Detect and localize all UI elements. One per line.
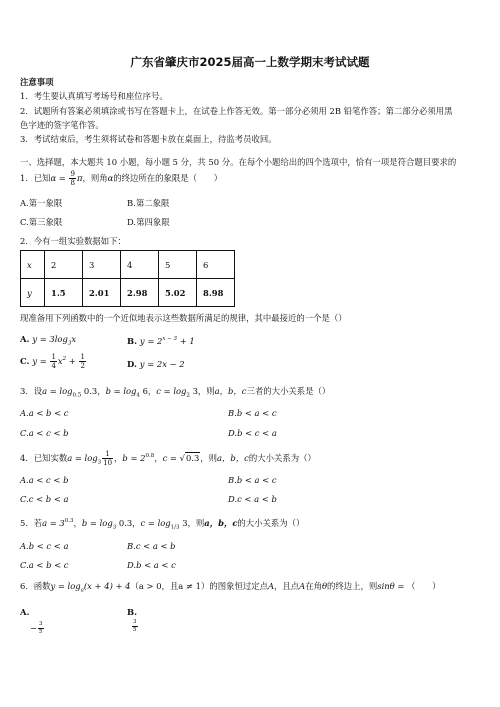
q6-text-5: = （ ） — [394, 581, 441, 591]
q1-option-a: A.第一象限 — [20, 198, 63, 208]
q6-opt-b-den: 5 — [133, 627, 137, 633]
q5-vars: a，b，c — [204, 517, 238, 528]
q3-c-val: 3 — [189, 386, 198, 396]
q2-option-a — [20, 333, 76, 350]
q2-opt-b-sup: x − 3 — [162, 336, 178, 342]
q4-c: c = — [162, 453, 180, 463]
table-row-x — [21, 251, 235, 279]
q2-option-d — [127, 358, 185, 370]
q2-opt-c-frac-1-den: 4 — [51, 362, 56, 370]
q4-c-sqrt: 0.3 — [185, 453, 200, 463]
q2-opt-a-sub: 3 — [67, 340, 72, 347]
table-cell: 5.02 — [159, 279, 197, 307]
q1-text-1: ，则角 — [82, 173, 108, 183]
q2-opt-d-math: y = 2x − 2 — [139, 359, 185, 369]
question-4: 4．已知实数$a = \log_3$ $\frac{1}{10}$ ，$b = 2^{0.8}$，c = √0.3，则a，b，c的大小关系为（） — [20, 450, 316, 467]
q2-opt-b-math: y = 2 — [139, 335, 163, 346]
q1-fraction — [69, 170, 75, 187]
q3-c: c = log — [156, 386, 187, 396]
q5-option-a: A.b < c < a — [20, 541, 69, 551]
section-heading: 一、选择题，本大题共 10 小题，每小题 5 分，共 50 分。在每个小题给出的四个选项中，恰有一项是符合题目要求的 — [20, 157, 457, 167]
q3-prefix: 3．设 — [20, 386, 43, 396]
q3-option-b: B.b < a < c — [228, 408, 277, 418]
q1-prefix: 1．已知 — [20, 173, 51, 183]
q1-text-2: 的终边所在的象限是（ ） — [113, 173, 223, 183]
q2-opt-c-frac-1 — [50, 353, 56, 370]
question-3: 3．设$a = \log_{0.5} 0.3$，$b = \log_4 6$，$c = \log_2 3$，则a，b，c三者的大小关系是（） — [20, 386, 331, 399]
q4-a-frac — [102, 450, 113, 467]
table-cell: 6 — [197, 251, 235, 279]
q4-prefix: 4．已知实数 — [20, 453, 68, 463]
q1-option-b: B.第二象限 — [127, 198, 170, 208]
q4-text-2: 的大小关系为（） — [248, 453, 316, 463]
table-cell: 2.98 — [121, 279, 159, 307]
q1-frac-num: 9 — [70, 170, 75, 178]
notes-heading: 注意事项 — [20, 77, 54, 87]
q5-c-sub: 1/3 — [170, 524, 180, 531]
notes-item-2: 2．试题所有答案必须填涂或书写在答题卡上，在试卷上作答无效。第一部分必须用 2B 铅笔作答；第二部分必须用黑 — [20, 106, 453, 116]
q1-option-d: D.第四象限 — [127, 217, 170, 227]
q5-c: c = log — [140, 517, 171, 528]
q5-option-d: D.b < a < c — [127, 560, 176, 570]
question-2-stem: 2．今有一组实验数据如下： — [20, 236, 126, 246]
table-cell-y-label: y — [21, 279, 45, 307]
notes-item-2-cont: 色字迹的签字笔作答。 — [20, 120, 104, 130]
q3-a-sub: 0.5 — [72, 392, 82, 399]
q3-b-sub: 4 — [136, 392, 140, 399]
q3-b-val: 6 — [139, 386, 148, 396]
q4-a-frac-num: 1 — [102, 450, 113, 459]
q6-text-4: 的终边上，则 — [327, 581, 378, 591]
question-1 — [20, 170, 222, 187]
q6-point-a-2: A — [299, 581, 306, 591]
q6-prefix: 6．函数 — [20, 581, 51, 591]
table-row-y — [21, 279, 235, 307]
q2-opt-c-math-1: y = — [32, 356, 50, 366]
q6-option-b — [127, 606, 139, 634]
q2-opt-c-math-3: + — [66, 356, 79, 366]
table-cell: 4 — [121, 251, 159, 279]
q5-prefix: 5．若 — [20, 517, 43, 528]
q4-a-sub: 3 — [97, 459, 102, 466]
question-6 — [20, 580, 441, 597]
q4-option-b: B.b < a < c — [228, 475, 277, 485]
q4-b: b = 2 — [122, 453, 146, 463]
q3-c-sub: 2 — [186, 392, 190, 399]
q5-b-sub: 3 — [112, 524, 117, 531]
q2-opt-a-label: A. — [20, 334, 33, 344]
q5-option-b: B.c < a < b — [127, 541, 176, 551]
q2-opt-c-frac-2-den: 2 — [80, 362, 85, 370]
table-cell: 3 — [83, 251, 121, 279]
q6-condition: （a > 0，且a ≠ 1） — [130, 581, 210, 591]
q3-vars: a，b，c — [214, 386, 247, 396]
q6-text-3: 在角 — [305, 581, 322, 591]
q5-a: a = 3 — [42, 517, 65, 528]
q3-b: b = log — [105, 386, 137, 396]
q1-eq: = — [56, 173, 69, 183]
q6-opt-a-num: 3 — [39, 621, 43, 627]
notes-item-1: 1．考生要认真填写考场号和座位序号。 — [20, 91, 168, 101]
q1-pi: π — [76, 173, 83, 183]
q6-opt-a-label: A. — [20, 607, 30, 617]
q6-opt-a-sign: − — [30, 623, 38, 633]
q6-option-a — [20, 606, 45, 636]
q6-opt-b-frac — [132, 619, 138, 634]
q1-alpha-2: α — [107, 173, 114, 183]
q2-opt-c-frac-2 — [79, 353, 85, 370]
q5-c-val: 3 — [179, 517, 188, 528]
q3-text-1: ，则 — [197, 386, 215, 396]
q1-frac-den: 8 — [70, 179, 75, 187]
table-cell: 8.98 — [197, 279, 235, 307]
q2-opt-b-end: + 1 — [177, 335, 195, 346]
q1-alpha: α — [50, 173, 57, 183]
q6-func-rest: (x + 4) + 4 — [83, 581, 131, 591]
data-table — [20, 250, 235, 307]
table-cell: 5 — [159, 251, 197, 279]
q3-a-val: 0.3 — [81, 386, 98, 396]
q4-text-1: ，则 — [200, 453, 218, 463]
q2-opt-d-label: D. — [127, 359, 140, 369]
q4-b-sup: 0.8 — [145, 453, 155, 460]
q2-opt-c-label: C. — [20, 356, 33, 366]
q4-a: a = log — [67, 453, 98, 463]
table-cell: 1.5 — [45, 279, 83, 307]
q3-text-2: 三者的大小关系是（） — [246, 386, 331, 396]
q2-option-c — [20, 353, 87, 370]
q4-option-a: A.a < c < b — [20, 475, 69, 485]
q2-opt-a-math: y = 3log — [32, 334, 68, 344]
q2-opt-a-end: x — [71, 334, 77, 344]
q2-opt-c-math-2: x — [57, 356, 63, 366]
q6-text-1: 的图象恒过定点 — [209, 581, 268, 591]
q6-theta: θ — [321, 581, 328, 591]
q3-a: a = log — [42, 386, 73, 396]
question-2-stem-2: 现准备用下列函数中的一个近似地表示这些数据所满足的规律，其中最接近的一个是（） — [20, 313, 347, 323]
q2-opt-c-frac-2-num: 1 — [80, 353, 85, 361]
q2-opt-c-sup: 2 — [62, 356, 67, 363]
q6-text-2: ，且点 — [274, 581, 300, 591]
table-cell: 2.01 — [83, 279, 121, 307]
q2-option-b — [127, 333, 195, 347]
q3-option-a: A.a < b < c — [20, 408, 69, 418]
q5-option-c: C.a < b < c — [20, 560, 69, 570]
page-title: 广东省肇庆市2025届高一上数学期末考试试题 — [130, 55, 370, 69]
q4-a-frac-den: 10 — [103, 459, 113, 467]
q4-option-d: D.c < a < b — [228, 494, 277, 504]
q6-opt-b-label: B. — [127, 607, 137, 617]
notes-item-3: 3．考试结束后，考生须将试卷和答题卡放在桌面上，待监考员收回。 — [20, 134, 277, 144]
q2-opt-c-frac-1-num: 1 — [51, 353, 56, 361]
table-cell-x-label: x — [21, 251, 45, 279]
q6-opt-b-num: 3 — [133, 619, 137, 625]
q6-opt-a-frac — [38, 621, 44, 636]
q4-vars: a，b，c — [217, 453, 249, 463]
question-5: 5．若$a = 3^{0.3}$，$b = \log_3 0.3$，$c = \log_{1/3} 3$，则a，b，c的大小关系为（） — [20, 517, 305, 531]
q3-option-c: C.a < c < b — [20, 428, 69, 438]
q5-b-val: 0.3 — [116, 517, 133, 528]
q5-b: b = log — [81, 517, 113, 528]
q4-option-c: C.c < b < a — [20, 494, 69, 504]
q6-opt-a-den: 5 — [39, 629, 43, 635]
q5-text-1: ，则 — [187, 517, 205, 528]
q3-option-d: D.b < c < a — [228, 428, 277, 438]
q2-opt-b-label: B. — [127, 335, 140, 346]
table-cell: 2 — [45, 251, 83, 279]
q5-a-sup: 0.3 — [64, 518, 74, 524]
q6-point-a: A — [267, 581, 275, 591]
q1-option-c: C.第三象限 — [20, 217, 63, 227]
q5-text-2: 的大小关系为（） — [237, 517, 305, 528]
q6-func-sub: a — [80, 587, 84, 594]
q6-func: y = log — [50, 581, 81, 591]
q6-sin: sinθ — [377, 581, 395, 591]
